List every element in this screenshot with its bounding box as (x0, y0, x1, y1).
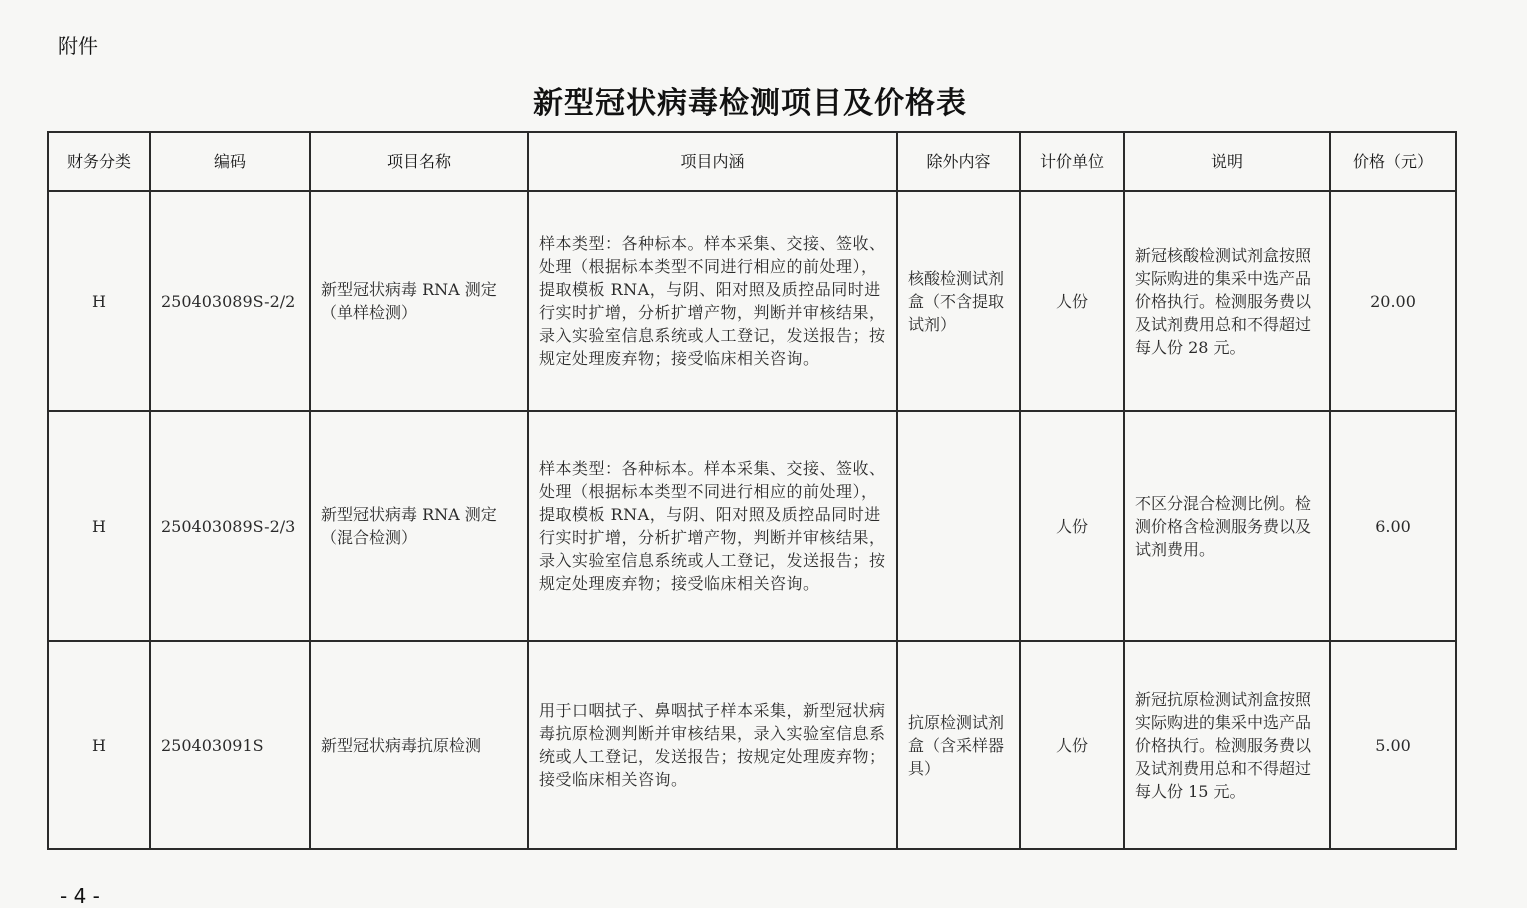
cell-note: 新冠核酸检测试剂盒按照实际购进的集采中选产品价格执行。检测服务费以及试剂费用总和不得超过每人份 28 元。 (1124, 191, 1330, 411)
cell-note: 新冠抗原检测试剂盒按照实际购进的集采中选产品价格执行。检测服务费以及试剂费用总和不得超过每人份 15 元。 (1124, 641, 1330, 849)
cell-name: 新型冠状病毒抗原检测 (310, 641, 528, 849)
cell-content: 样本类型：各种标本。样本采集、交接、签收、处理（根据标本类型不同进行相应的前处理），提取模板 RNA，与阴、阳对照及质控品同时进行实时扩增，分析扩增产物，判断并审核结果，录入实验室信息系统或人工登记，发送报告；按规定处理废弃物；接受临床相关咨询。 (528, 191, 897, 411)
cell-exclusion: 核酸检测试剂盒（不含提取试剂） (897, 191, 1020, 411)
cell-name: 新型冠状病毒 RNA 测定（单样检测） (310, 191, 528, 411)
cell-content: 样本类型：各种标本。样本采集、交接、签收、处理（根据标本类型不同进行相应的前处理），提取模板 RNA，与阴、阳对照及质控品同时进行实时扩增，分析扩增产物，判断并审核结果，录入实验室信息系统或人工登记，发送报告；按规定处理废弃物；接受临床相关咨询。 (528, 411, 897, 641)
header-name: 项目名称 (310, 132, 528, 191)
cell-unit: 人份 (1020, 191, 1124, 411)
cell-content: 用于口咽拭子、鼻咽拭子样本采集，新型冠状病毒抗原检测判断并审核结果，录入实验室信息系统或人工登记，发送报告；按规定处理废弃物；接受临床相关咨询。 (528, 641, 897, 849)
header-note: 说明 (1124, 132, 1330, 191)
cell-exclusion (897, 411, 1020, 641)
cell-exclusion: 抗原检测试剂盒（含采样器具） (897, 641, 1020, 849)
cell-code: 250403089S-2/2 (150, 191, 310, 411)
cell-price: 20.00 (1330, 191, 1456, 411)
page-number: - 4 - (60, 884, 100, 908)
cell-category: H (48, 641, 150, 849)
table-row (48, 411, 1456, 641)
cell-price: 5.00 (1330, 641, 1456, 849)
document-title: 新型冠状病毒检测项目及价格表 (533, 86, 967, 121)
header-exclusion: 除外内容 (897, 132, 1020, 191)
cell-unit: 人份 (1020, 641, 1124, 849)
table-row (48, 191, 1456, 411)
cell-price: 6.00 (1330, 411, 1456, 641)
header-unit: 计价单位 (1020, 132, 1124, 191)
header-code: 编码 (150, 132, 310, 191)
cell-unit: 人份 (1020, 411, 1124, 641)
cell-code: 250403089S-2/3 (150, 411, 310, 641)
cell-name: 新型冠状病毒 RNA 测定（混合检测） (310, 411, 528, 641)
cell-note: 不区分混合检测比例。检测价格含检测服务费以及试剂费用。 (1124, 411, 1330, 641)
attachment-label: 附件 (58, 34, 98, 58)
table-row (48, 641, 1456, 849)
table-header-row (48, 132, 1456, 191)
header-category: 财务分类 (48, 132, 150, 191)
cell-category: H (48, 411, 150, 641)
cell-category: H (48, 191, 150, 411)
header-content: 项目内涵 (528, 132, 897, 191)
header-price: 价格（元） (1330, 132, 1456, 191)
cell-code: 250403091S (150, 641, 310, 849)
price-table (47, 131, 1457, 850)
